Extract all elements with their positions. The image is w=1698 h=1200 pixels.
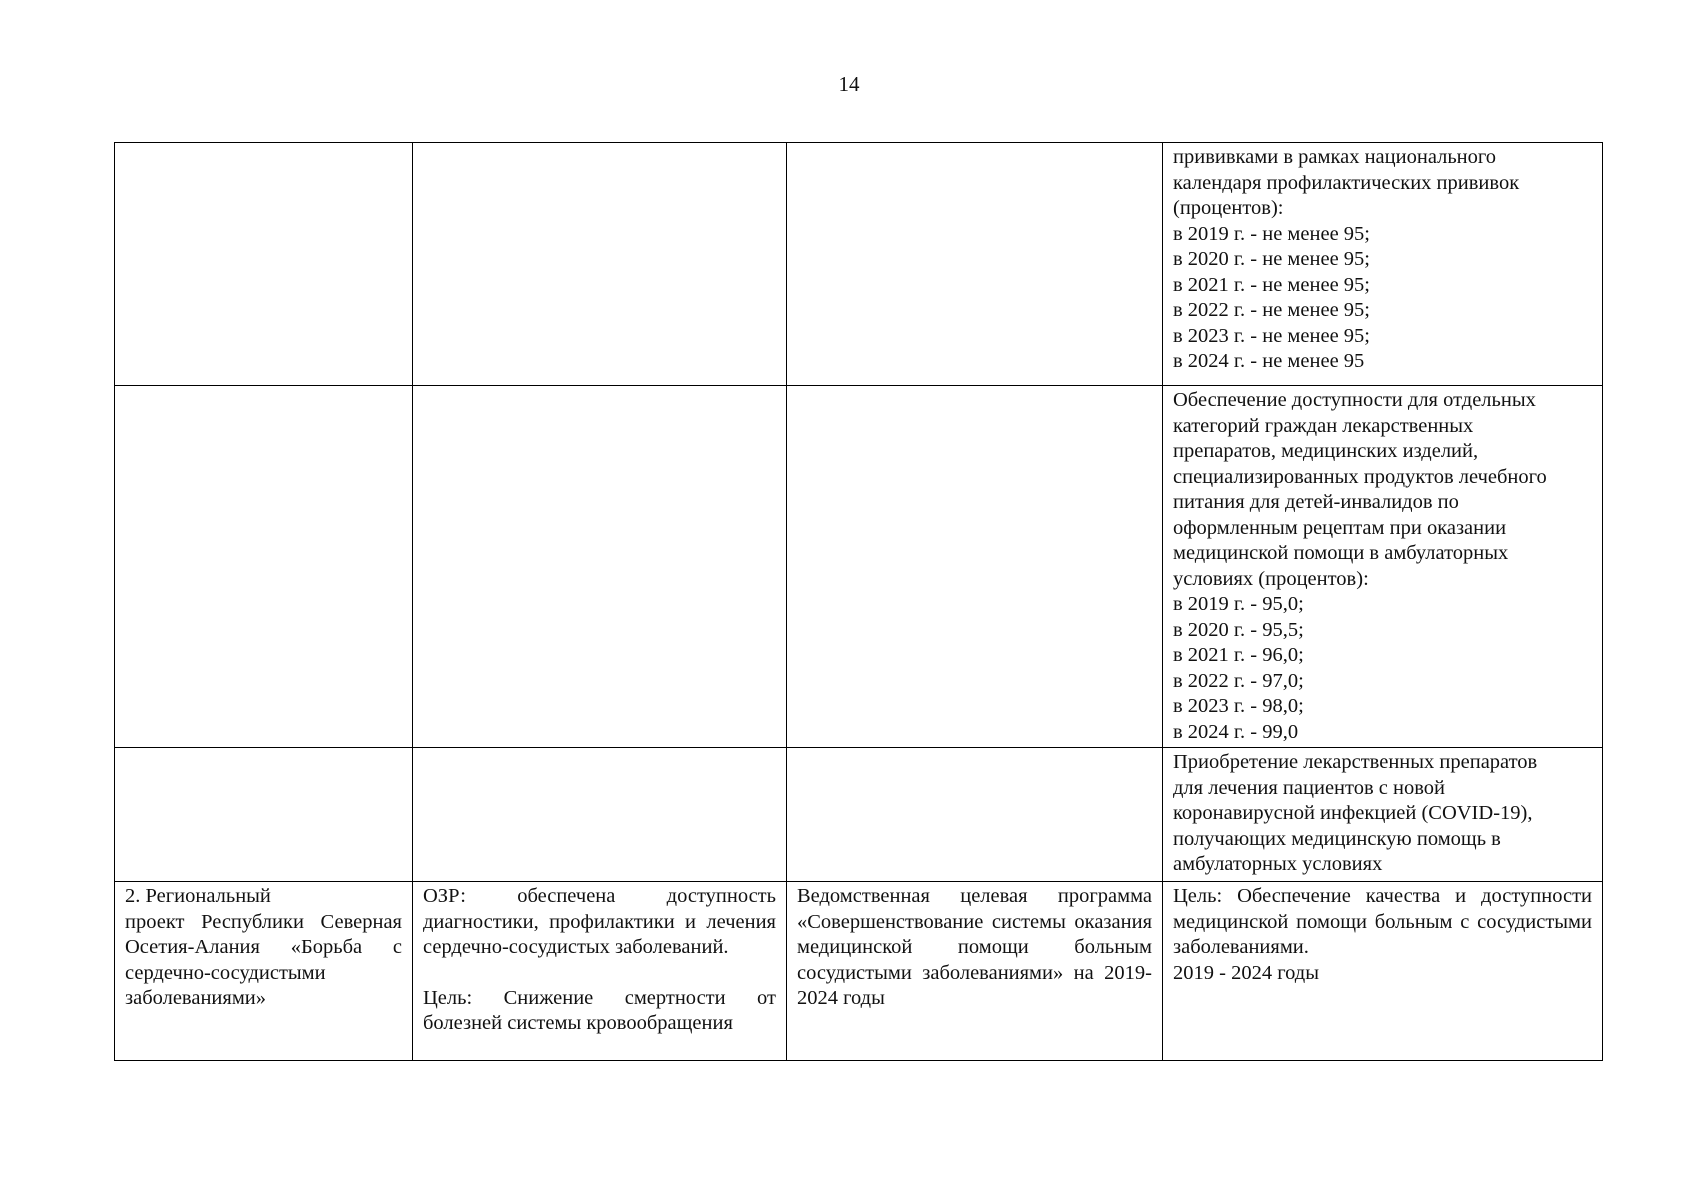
project-goal: Цель: Снижение смертности от болезней системы кровообращения [423, 986, 776, 1034]
indicator-line: в 2021 г. - не менее 95; [1173, 273, 1370, 296]
indicator-line: медицинской помощи в амбулаторных [1173, 542, 1509, 564]
row3-col3-cell [787, 748, 1163, 882]
indicator-line: в 2020 г. - 95,5; [1173, 618, 1304, 641]
project-name-cell [115, 882, 413, 1061]
row3-col1-cell [115, 748, 413, 882]
indicator-line: получающих медицинскую помощь в [1173, 827, 1501, 850]
table-row-regional-project [115, 882, 1603, 1061]
program-goal-cell [1163, 882, 1603, 1061]
indicator-line: условиях (процентов): [1173, 567, 1369, 590]
indicator-line: оформленным рецептам при оказании [1173, 516, 1507, 539]
row2-indicator-cell [1163, 386, 1603, 748]
table-row-drug-availability [115, 386, 1603, 748]
indicator-line: в 2019 г. - не менее 95; [1173, 222, 1370, 245]
project-ozr: ОЗР: обеспечена доступность диагностики, профилактики и лечения сердечно-сосудистых заболеваний. [423, 885, 776, 958]
indicator-line: коронавирусной инфекцией (COVID-19), [1173, 802, 1533, 824]
departmental-program: Ведомственная целевая программа «Совершенствование системы оказания медицинской помощи больным сосудистыми заболеваниями» на 2019-2024 годы [797, 885, 1152, 1009]
indicator-line: календаря профилактических прививок [1173, 171, 1520, 194]
row1-col3-cell [787, 143, 1163, 386]
indicator-line: Приобретение лекарственных препаратов [1173, 751, 1538, 773]
program-years: 2019 - 2024 годы [1173, 961, 1319, 984]
indicator-line: в 2022 г. - 97,0; [1173, 669, 1304, 692]
indicator-line: питания для детей-инвалидов по [1173, 491, 1459, 513]
indicator-line: категорий граждан лекарственных [1173, 414, 1474, 437]
indicator-line: амбулаторных условиях [1173, 853, 1383, 875]
indicator-line: в 2019 г. - 95,0; [1173, 593, 1304, 615]
row2-col3-cell [787, 386, 1163, 748]
program-table [114, 142, 1603, 1061]
indicator-line: препаратов, медицинских изделий, [1173, 440, 1479, 462]
row2-col2-cell [413, 386, 787, 748]
project-name: проект Республики Северная Осетия-Алания «Борьба с сердечно-сосудистыми заболеваниями» [125, 910, 402, 1009]
indicator-line: специализированных продуктов лечебного [1173, 465, 1547, 488]
indicator-line: в 2021 г. - 96,0; [1173, 644, 1304, 666]
indicator-line: в 2020 г. - не менее 95; [1173, 248, 1370, 270]
indicator-line: в 2024 г. - не менее 95 [1173, 350, 1365, 372]
indicator-line: в 2023 г. - не менее 95; [1173, 324, 1370, 347]
project-goals-cell [413, 882, 787, 1061]
indicator-line: (процентов): [1173, 197, 1284, 219]
table-row-vaccination [115, 143, 1603, 386]
indicator-line: Обеспечение доступности для отдельных [1173, 389, 1536, 411]
departmental-program-cell [787, 882, 1163, 1061]
row3-col2-cell [413, 748, 787, 882]
indicator-line: в 2022 г. - не менее 95; [1173, 299, 1370, 321]
row2-col1-cell [115, 386, 413, 748]
indicator-line: прививками в рамках национального [1173, 146, 1497, 168]
row1-col2-cell [413, 143, 787, 386]
indicator-line: в 2024 г. - 99,0 [1173, 720, 1299, 743]
project-number: 2. Региональный [125, 885, 271, 907]
page-number: 14 [838, 72, 860, 96]
indicator-line: для лечения пациентов с новой [1173, 776, 1445, 799]
row3-indicator-cell [1163, 748, 1603, 882]
row1-col1-cell [115, 143, 413, 386]
indicator-line: в 2023 г. - 98,0; [1173, 695, 1304, 717]
table-row-covid-drugs [115, 748, 1603, 882]
row1-indicator-cell [1163, 143, 1603, 386]
program-goal: Цель: Обеспечение качества и доступности медицинской помощи больным с сосудистыми заболеваниями. [1173, 885, 1592, 958]
